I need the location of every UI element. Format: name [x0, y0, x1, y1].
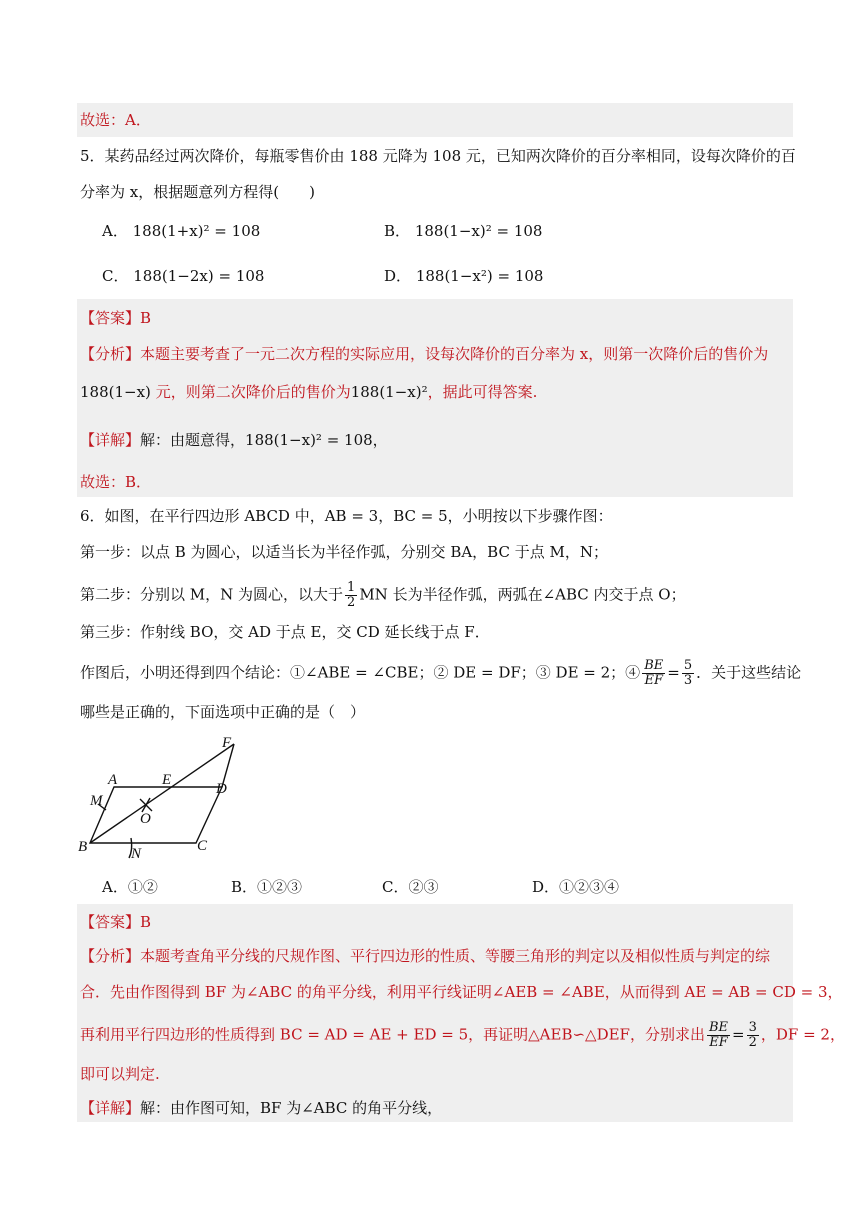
q6-solution-box [77, 904, 793, 1122]
q5-final: 故选：B． [80, 473, 152, 491]
q6-option-c-label: C． [382, 878, 409, 896]
q6-analysis-frac-num: BE [708, 1020, 729, 1035]
q6-analysis-frac-den: EF [709, 1035, 728, 1050]
q6-step2-text-a: 第二步：分别以 M，N 为圆心，以大于 [80, 585, 344, 604]
q5-analysis-tag: 【分析】 [80, 345, 141, 363]
q6-analysis-line1 [80, 945, 770, 967]
q6-analysis-val-num: 3 [748, 1020, 757, 1035]
prev-answer-box [77, 103, 793, 137]
label-m: M [90, 793, 103, 809]
q6-step2 [80, 581, 686, 610]
label-e: E [162, 772, 172, 788]
label-o: O [140, 811, 151, 827]
q5-detail [80, 429, 388, 451]
q5-option-a-expr: 188(1+x)² = 108 [132, 222, 261, 240]
q5-option-b-label: B． [384, 222, 411, 240]
q6-conclusion-val-den: 3 [683, 673, 693, 688]
q5-stem-line1: 5．某药品经过两次降价，每瓶零售价由 188 元降为 108 元，已知两次降价的百分率相同，设每次降价的百 [80, 147, 796, 165]
q6-answer-value: B [140, 913, 152, 931]
q6-option-a [102, 876, 158, 898]
q6-option-b-text: ①②③ [257, 878, 303, 896]
q6-step3: 第三步：作射线 BO，交 AD 于点 E，交 CD 延长线于点 F． [80, 623, 490, 641]
q6-analysis-eq: = [732, 1025, 745, 1044]
q5-option-a-label: A． [102, 222, 128, 240]
label-n: N [131, 846, 142, 862]
q6-conclusion-frac-den: EF [644, 673, 663, 688]
q6-analysis-line4: 即可以判定. [80, 1065, 160, 1083]
q6-conclusion-eq: = [667, 663, 680, 682]
q6-step2-frac-num: 1 [347, 580, 356, 595]
q6-detail-text: 解：由作图可知，BF 为∠ABC 的角平分线， [140, 1099, 443, 1117]
q5-answer-tag: 【答案】 [80, 309, 141, 327]
q5-analysis-line2 [80, 381, 537, 403]
q6-conclusion-line2: 哪些是正确的，下面选项中正确的是（ ） [80, 703, 366, 721]
q6-option-d [532, 876, 619, 898]
q5-analysis-expr2: 188(1−x)² [350, 383, 428, 401]
q5-option-d-expr: 188(1−x²) = 108 [415, 267, 544, 285]
q6-option-c-text: ②③ [408, 878, 439, 896]
label-d: D [216, 781, 227, 797]
q6-analysis-line2: 合．先由作图得到 BF 为∠ABC 的角平分线，利用平行线证明∠AEB = ∠ABE，从而得到 AE = AB = CD = 3， [80, 983, 843, 1001]
q6-option-d-label: D． [532, 878, 560, 896]
q6-conclusion-val-num: 5 [683, 658, 693, 673]
q6-option-a-text: ①② [127, 878, 158, 896]
q6-analysis-line3 [80, 1021, 845, 1050]
q5-analysis-line1 [80, 343, 768, 365]
q5-detail-text: 解：由题意得， [140, 431, 246, 449]
q6-analysis-val-den: 2 [748, 1035, 757, 1050]
q6-detail [80, 1097, 442, 1119]
parallelogram-abcd [90, 787, 222, 843]
q6-conclusion-value [682, 659, 694, 688]
q6-stem-line1: 6．如图，在平行四边形 ABCD 中，AB = 3，BC = 5，小明按以下步骤作图： [80, 507, 613, 525]
q5-option-c-label: C． [102, 267, 129, 285]
label-c: C [197, 838, 208, 854]
q5-detail-expr: 188(1−x)² = 108， [245, 431, 388, 449]
q5-option-c-expr: 188(1−2x) = 108 [133, 267, 265, 285]
q6-option-a-label: A． [102, 878, 128, 896]
q6-option-c [382, 876, 439, 898]
label-a: A [108, 772, 118, 788]
q6-step1: 第一步：以点 B 为圆心，以适当长为半径作弧，分别交 BA，BC 于点 M，N； [80, 543, 608, 561]
q6-detail-tag: 【详解】 [80, 1099, 141, 1117]
q6-answer [80, 911, 151, 933]
prev-final-answer: 故选：A． [80, 111, 151, 129]
q5-option-a [102, 220, 260, 242]
q6-option-b [231, 876, 302, 898]
q5-detail-tag: 【详解】 [80, 431, 141, 449]
q6-option-d-text: ①②③④ [559, 878, 620, 896]
q5-analysis-expr1: 188(1−x) [80, 383, 151, 401]
q6-option-b-label: B． [231, 878, 258, 896]
q6-analysis-text3b: ，DF = 2， [760, 1025, 845, 1044]
q5-answer-value: B [140, 309, 152, 327]
q5-option-d [384, 265, 543, 287]
q6-step2-text-b: MN 长为半径作弧，两弧在∠ABC 内交于点 O； [359, 585, 686, 604]
q6-answer-tag: 【答案】 [80, 913, 141, 931]
q5-answer [80, 307, 151, 329]
q6-conclusion-text-a: 作图后，小明还得到四个结论：①∠ABE = ∠CBE；② DE = DF；③ DE = 2；④ [80, 663, 641, 682]
q6-conclusion-line1 [80, 659, 801, 688]
q5-analysis-mid: 元，则第二次降价后的售价为 [155, 383, 351, 401]
q5-option-d-label: D． [384, 267, 412, 285]
parallelogram-figure [76, 730, 256, 865]
label-f: F [222, 735, 232, 751]
q6-analysis-tag: 【分析】 [80, 947, 141, 965]
q5-stem-line2: 分率为 x，根据题意列方程得( ) [80, 183, 315, 201]
label-b: B [78, 839, 88, 855]
q6-conclusion-frac-num: BE [644, 658, 664, 673]
q5-option-b-expr: 188(1−x)² = 108 [414, 222, 543, 240]
q5-option-b [384, 220, 542, 242]
q6-analysis-value [747, 1021, 759, 1050]
q5-analysis-end: ，据此可得答案. [427, 383, 538, 401]
q6-step2-frac-den: 2 [347, 595, 356, 610]
q5-analysis-text1: 本题主要考查了一元二次方程的实际应用，设每次降价的百分率为 x，则第一次降价后的售价为 [140, 345, 769, 363]
q6-conclusion-text-b: ．关于这些结论 [696, 663, 802, 682]
q6-conclusion-fraction [642, 659, 665, 688]
q6-analysis-text3a: 再利用平行四边形的性质得到 BC = AD = AE + ED = 5，再证明△AEB∽△DEF，分别求出 [80, 1025, 705, 1044]
arc-o [140, 798, 152, 812]
q6-step2-fraction [345, 581, 357, 610]
q6-analysis-fraction [707, 1021, 730, 1050]
q6-analysis-text1: 本题考查角平分线的尺规作图、平行四边形的性质、等腰三角形的判定以及相似性质与判定的综 [140, 947, 771, 965]
q5-option-c [102, 265, 264, 287]
